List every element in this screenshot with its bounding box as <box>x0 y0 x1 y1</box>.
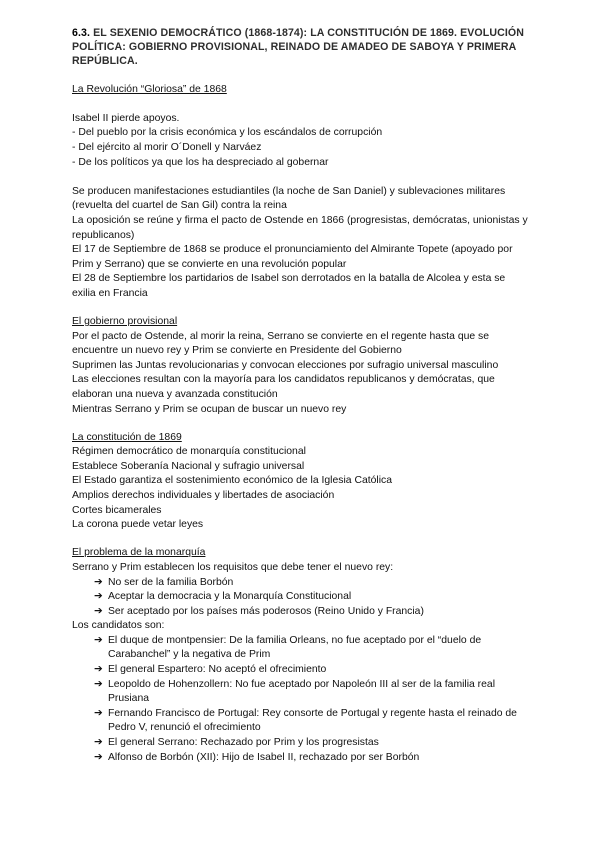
list-item: ➔ No ser de la familia Borbón <box>94 576 528 591</box>
section-heading: El gobierno provisional <box>72 316 178 328</box>
document-title <box>72 26 528 69</box>
paragraph: Mientras Serrano y Prim se ocupan de buscar un nuevo rey <box>72 403 347 415</box>
paragraph: Serrano y Prim establecen los requisitos que debe tener el nuevo rey: <box>72 561 394 573</box>
paragraph: Los candidatos son: <box>72 620 165 632</box>
arrow-icon: ➔ <box>94 664 103 676</box>
paragraph: El 17 de Septiembre de 1868 se produce el pronunciamiento del Almirante Topete (apoyado por Prim y Serrano) que se convierte en una revolución popular <box>72 244 513 270</box>
arrow-icon: ➔ <box>94 576 103 588</box>
text-line: Establece Soberanía Nacional y sufragio universal <box>72 460 305 472</box>
list-item: ➔ Fernando Francisco de Portugal: Rey consorte de Portugal y regente hasta el reinado de Pedro V, renunció el ofrecimiento <box>94 707 517 734</box>
paragraph: Se producen manifestaciones estudiantiles (la noche de San Daniel) y sublevaciones militares (revuelta del cuartel de San Gil) contra la reina <box>72 185 506 212</box>
arrow-icon: ➔ <box>94 678 103 690</box>
list-item: ➔ El general Espartero: No aceptó el ofrecimiento <box>94 663 528 678</box>
list-item: ➔ El general Serrano: Rechazado por Prim y los progresistas <box>94 736 528 751</box>
arrow-icon: ➔ <box>94 737 103 749</box>
section-gobierno-provisional <box>72 315 528 417</box>
arrow-icon: ➔ <box>94 751 103 763</box>
requisitos-list <box>72 576 528 620</box>
list-item: ➔ Leopoldo de Hohenzollern: No fue aceptado por Napoleón III al ser de la familia real Prusiana <box>94 678 496 705</box>
text-line: - De los políticos ya que los ha despreciado al gobernar <box>72 156 329 168</box>
candidatos-list <box>72 634 528 765</box>
section-constitucion <box>72 431 528 533</box>
text-line: Amplios derechos individuales y libertades de asociación <box>72 490 335 502</box>
paragraph: La oposición se reúne y firma el pacto de Ostende en 1866 (progresistas, demócratas, unionistas y republicanos) <box>72 214 528 241</box>
text-line: Isabel II pierde apoyos. <box>72 112 180 124</box>
list-item: ➔ Alfonso de Borbón (XII): Hijo de Isabel II, rechazado por ser Borbón <box>94 751 528 766</box>
paragraph: Suprimen las Juntas revolucionarias y convocan elecciones por sufragio universal masculino <box>72 359 499 371</box>
section-monarquia <box>72 546 528 765</box>
text-line: - Del pueblo por la crisis económica y los escándalos de corrupción <box>72 127 383 139</box>
list-item: ➔ El duque de montpensier: De la familia Orleans, no fue aceptado por el “duelo de Carabanchel” y la negativa de Prim <box>94 634 482 661</box>
arrow-icon: ➔ <box>94 605 103 617</box>
list-item: ➔ Aceptar la democracia y la Monarquía Constitucional <box>94 590 528 605</box>
section-heading: La Revolución “Gloriosa” de 1868 <box>72 83 227 95</box>
arrow-icon: ➔ <box>94 707 103 719</box>
text-line: El Estado garantiza el sostenimiento económico de la Iglesia Católica <box>72 475 392 487</box>
section-heading: El problema de la monarquía <box>72 547 206 559</box>
paragraph: Por el pacto de Ostende, al morir la reina, Serrano se convierte en el regente hasta que se encuentre un nuevo rey y Prim se convierte en Presidente del Gobierno <box>72 330 490 357</box>
arrow-icon: ➔ <box>94 634 103 646</box>
text-line: Cortes bicamerales <box>72 504 162 516</box>
text-line: Régimen democrático de monarquía constitucional <box>72 446 306 458</box>
section-revolucion <box>72 83 528 302</box>
title-text: EL SEXENIO DEMOCRÁTICO (1868-1874): LA CONSTITUCIÓN DE 1869. EVOLUCIÓN POLÍTICA: GOBIERNO PROVISIONAL, REINADO DE AMADEO DE SABOYA Y PRIMERA REPÚBLICA. <box>72 27 524 68</box>
section-heading: La constitución de 1869 <box>72 431 182 443</box>
arrow-icon: ➔ <box>94 591 103 603</box>
document-page <box>72 26 528 765</box>
list-item: ➔ Ser aceptado por los países más poderosos (Reino Unido y Francia) <box>94 605 528 620</box>
text-line: - Del ejército al morir O´Donell y Narváez <box>72 141 262 153</box>
title-number: 6.3. <box>72 27 91 39</box>
text-line: La corona puede vetar leyes <box>72 519 204 531</box>
paragraph: Las elecciones resultan con la mayoría para los candidatos republicanos y demócratas, que elaboran una nueva y avanzada constitución <box>72 374 495 400</box>
paragraph: El 28 de Septiembre los partidarios de Isabel son derrotados en la batalla de Alcolea y esta se exilia en Francia <box>72 273 506 299</box>
